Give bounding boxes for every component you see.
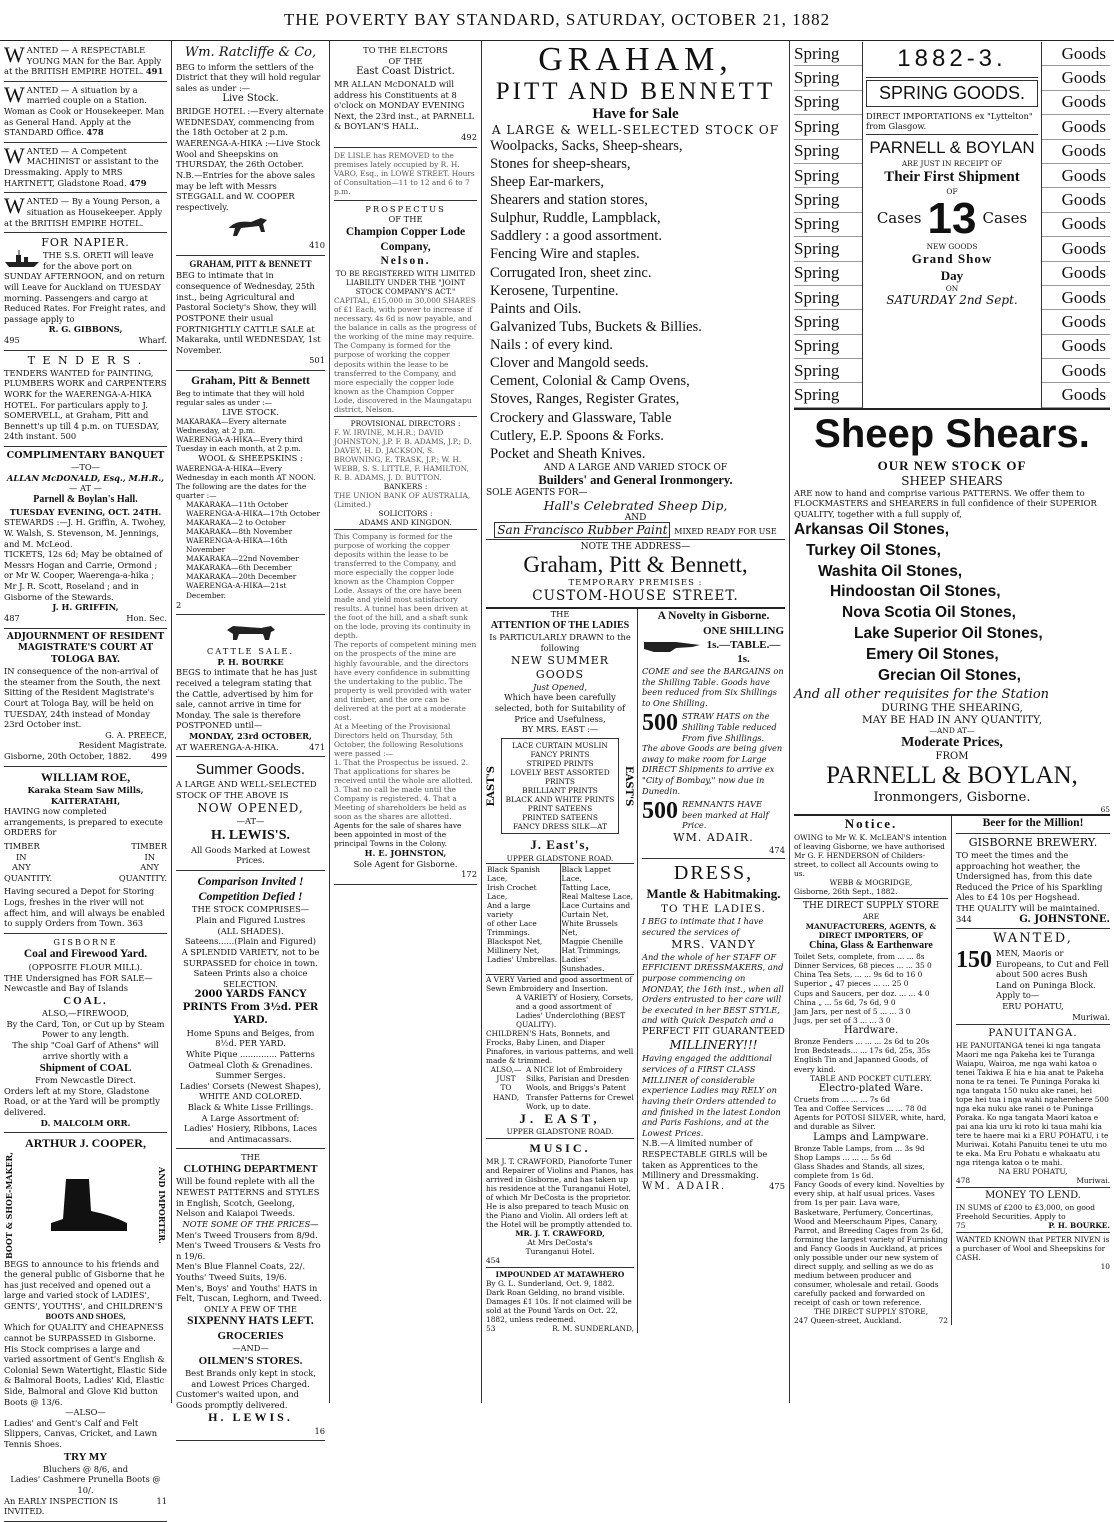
tenders-body: TENDERS WANTED for PAINTING, PLUMBERS WORK and CARPENTERS WORK for the WAERENGA-A-HIKA HOTEL. For particulars apply to J. SOMERVELL, at Graham, Pitt and Bennett's up till 4 p.m. on TUESDAY, 24th instant. <box>4 367 167 442</box>
tenders-ad: T E N D E R S . TENDERS WANTED for PAINTING, PLUMBERS WORK and CARPENTERS WORK for the WAERENGA-A-HIKA HOTEL. For particulars apply to J. SOMERVELL, at Graham, Pitt and Bennett's up till 4 p.m. on TUESDAY, 24th instant. 500 <box>4 351 167 447</box>
spring-label: Spring <box>794 140 862 164</box>
goods-label: Goods <box>1042 91 1110 115</box>
east-column: THE ATTENTION OF THE LADIES Is PARTICULARLY DRAWN to the following NEW SUMMER GOODS Just Opened, Which have been carefully selected, both for Suitability of Price and Usefulness, BY MRS. EAST :— EAST'S LACE CURTAIN MUSLIN FANCY PRINTS STRIPED PRINTS LOVELY BEST ASSORTED PRINTS BRILLIANT PRINTS BLACK AND WHITE PRINTS PRINT SATEENS PRINTED SATEENS FANCY DRESS SILK—AT EAST'S J. East's, UPPER GLADSTONE ROAD. Black Spanish Lace, Irish Crochet Lace, And a large variety of other Lace Trimmings. Blackspot Net, Millinery Net, Ladies' Umbrellas. Black Lappet Lace, Tatting Lace, Real Maltese Lace, Lace Curtains and Curtain Net, White Brussels Net, Magpie Chenille Hat Trimmings, Ladies' Sunshades. A VERY Varied and good assortment of Sewn Embroidery and Insertion. A VARIETY of Hosiery, Corsets, and a good assortment of Ladies' Underclothing (BEST QUALITY). CHILDREN'S Hats, Bonnets, and Frocks, Baby Linen, and Diaper Pinafores, in various patterns, and well made & trimmed. ALSO,—JUST TO HAND, A NICE lot of Embroidery Silks, Parisian and Dresden Wools, and Briggs's Patent Transfer Patterns for Crewel Work, up to date. J. EAST, UPPER GLADSTONE ROAD. MUSIC. MR J. T. CRAWFORD, Pianoforte Tuner and Repairer of Violins and Pianos, has arrived in Gisborne, and has taken up his residence at the Turanganui Hotel, of which Mr DeCosta is the proprietor. He is also prepared to teach Music on the Piano and Violin. All orders left at the Hotel will be promptly attended to. MR. J. T. CRAWFORD, At Mrs DeCosta's Turanganui Hotel. 454 IMPOUNDED AT MATAWHERO By G. L. Sunderland, Oct. 9, 1882. Dark Roan Gelding, no brand visible. Damages £1 10s. If not claimed will be sold at the Pound Yards on Oct. 22, 1882, unless redeemed. 53 R. M. SUNDERLAND, <box>486 609 638 1333</box>
spring-label: Spring <box>794 213 862 237</box>
laces-table: Black Spanish Lace, Irish Crochet Lace, And a large variety of other Lace Trimmings. Blackspot Net, Millinery Net, Ladies' Umbrellas. Black Lappet Lace, Tatting Lace, Real Maltese Lace, Lace Curtains and Curtain Net, White Brussels Net, Magpie Chenille Hat Trimmings, Ladies' Sunshades. <box>486 863 634 975</box>
spring-label: Spring <box>794 262 862 286</box>
tenders-heading: T E N D E R S . <box>27 353 144 367</box>
spring-label: Spring <box>794 115 862 139</box>
adair-column: A Novelty in Gisborne. ONE SHILLING 1s.—TABLE.—1s. COME and see the BARGAINS on the Shilling Table. Goods have been reduced from Six Shillings to One Shilling. 500 STRAW HATS on the Shilling Table reduced From five Shillings. The above Goods are being given away to make room for Large DIRECT Shipments to arrive ex "City of Bombay," now due in Dunedin. 500 REMNANTS HAVE been marked at Half Price. WM. ADAIR. 474 DRESS, Mantle & Habitmaking. TO THE LADIES. I BEG to intimate that I have secured the services of MRS. VANDY And the whole of her STAFF OF EFFICIENT DRESSMAKERS, and purpose commencing on MONDAY, the 16th inst., when all Orders entrusted to her care will be executed in her BEST STYLE, and with Quick Despatch and a PERFECT FIT GUARANTEED MILLINERY!!! Having engaged the additional services of a FIRST CLASS MILLINER of considerable experience Ladies may RELY on having their Orders attended to and finished in the latest London and Paris Fashions, and at the Lowest Prices. N.B.—A limited number of RESPECTABLE GIRLS will be taken as Apprentices to the Millinery and Dressmaking. WM. ADAIR. 475 <box>642 609 785 1192</box>
horse-icon <box>221 214 281 238</box>
electors-ad: TO THE ELECTORS OF THE East Coast District. MR ALLAN McDONALD will address his Constituents at 8 o'clock on MONDAY EVENING Next, the 23rd inst., at PARNELL & BOYLAN'S HALL. 492 <box>334 42 477 148</box>
spring-label: Spring <box>794 383 862 407</box>
goods-label: Goods <box>1042 359 1110 383</box>
goods-label: Goods <box>1042 213 1110 237</box>
banquet-honoree: ALLAN McDONALD, Esq., M.H.R., <box>6 472 165 483</box>
pointing-hand-icon <box>642 634 702 656</box>
goods-label: Goods <box>1042 188 1110 212</box>
sale-dates: MAKARAKA—11th October WAERENGA-A-HIKA—17th October MAKARAKA—2 to October MAKARAKA—8th November WAERENGA-A-HIKA—16th November MAKARAKA—22nd November MAKARAKA—6th December MAKARAKA—20th December WAERENGA-A-HIKA—21st December. <box>186 500 321 600</box>
china-price-list: Toilet Sets, complete, from ... ... 8s Dinner Services, 68 pieces ... ... 35 0 China Tea Sets, ... ... 9s 6d to 16 0 Superior „ 47 pieces ... ... 25 0 Cups and Saucers, per doz. ... ... 4 0 China „ ... 5s 6d, 7s 6d, 9 0 Jam Jars, per nest of 5 ... ... 3 0 Jugs, per set of 3 ... ... 3 0 <box>794 952 932 1025</box>
goods-label: Goods <box>1042 383 1110 407</box>
east-goods-box: EAST'S LACE CURTAIN MUSLIN FANCY PRINTS STRIPED PRINTS LOVELY BEST ASSORTED PRINTS BRILLIANT PRINTS BLACK AND WHITE PRINTS PRINT SATEENS PRINTED SATEENS FANCY DRESS SILK—AT EAST'S <box>486 738 634 834</box>
cattle-icon <box>221 620 281 644</box>
goods-right-list <box>1042 42 1110 408</box>
goods-label: Goods <box>1042 115 1110 139</box>
spring-label: Spring <box>794 237 862 261</box>
spring-label: Spring <box>794 188 862 212</box>
summer-goods-ad: Summer Goods. A LARGE AND WELL-SELECTED STOCK OF THE ABOVE IS NOW OPENED, —AT— H. LEWIS'S. All Goods Marked at Lowest Prices. <box>176 757 325 871</box>
goods-label: Goods <box>1042 310 1110 334</box>
removed-notice: DE LISLE has REMOVED to the premises lately occupied by R. H. VARO, Esq., in LOWE STREET. Hours of Consultation—11 to 12 and 6 to 7 p.m. <box>334 148 477 201</box>
court-ad: ADJOURNMENT OF RESIDENT MAGISTRATE'S COURT AT TOLOGA BAY. IN consequence of the non-arrival of the steamer from the South, the next Sitting of the Resident Magistrate's Court at Tologa Bay, will be held on TUESDAY, 24th instead of Monday 23rd October inst. G. A. PREECE, Resident Magistrate. Gisborne, 20th October, 1882. 499 <box>4 629 167 767</box>
column-1 <box>0 40 172 1517</box>
column-4 <box>482 40 790 1403</box>
sheep-shears-ad: Sheep Shears. OUR NEW STOCK OF SHEEP SHEARS ARE now to hand and comprise various PATTERNS. We offer them to FLOCKMASTERS and SHEARERS in full confidence of their SUPERIOR QUALITY, together with a full supply of, Arkansas Oil Stones, Turkey Oil Stones, Washita Oil Stones, Hindoostan Oil Stones, Nova Scotia Oil Stones, Lake Superior Oil Stones, Emery Oil Stones, Grecian Oil Stones, And all other requisites for the Station DURING THE SHEARING, MAY BE HAD IN ANY QUANTITY, —AND AT— Moderate Prices, FROM PARNELL & BOYLAN, Ironmongers, Gisborne. 65 <box>794 411 1110 815</box>
spring-label: Spring <box>794 286 862 310</box>
napier-ad: FOR NAPIER. THE S.S. ORETI will leave for the above port on SUNDAY AFTERNOON, and on return will Leave for Auckland on TUESDAY morning. Passengers and cargo at Reduced Rates. For Freight rates, and passage apply to R. G. GIBBONS, 495 Wharf. <box>4 233 167 351</box>
spring-label: Spring <box>794 335 862 359</box>
graham-heading: GRAHAM, <box>538 41 733 78</box>
roe-ad: WILLIAM ROE, Karaka Steam Saw Mills, KAITERATAHI, HAVING now completed arrangements, is prepared to execute ORDERS for TIMBER TIMBER IN IN ANY ANY QUANTITY. QUANTITY. Having secured a Depot for Storing Logs, freshes in the river will not affect him, and will always be enabled to supply Orders from Town. 363 <box>4 767 167 934</box>
oil-stone-list: Arkansas Oil Stones, Turkey Oil Stones, Washita Oil Stones, Hindoostan Oil Stones, Nova Scotia Oil Stones, Lake Superior Oil Stones, Emery Oil Stones, Grecian Oil Stones, <box>794 520 1043 685</box>
column-3 <box>330 40 482 1403</box>
brewery-column: Beer for the Million! GISBORNE BREWERY. TO meet the times and the approaching hot weather, the Undersigned has, from this date Reduced the Price of his Sparkling Ales to £4 10s per Hogshead. THE QUALITY will be maintained. 344 G. JOHNSTONE. WANTED, 150 MEN, Maoris or Europeans, to Cut and Fell about 500 acres Bush Land on Puninga Block. Apply to— ERU POHATU, Muriwai. PANUITANGA. HE PANUITANGA tenei ki nga tangata Maori me nga Pakeha kei te Turanga Waiapu, Wairoa, me nga wahi katoa o tenei Takiwa E hia e hia anat te Pakeha nona te ra tenei. Te Puninga Poraka ki nga tangata 150 nuku ake ranei, hei tope hei tua i nga wahi ngahereherе 500 nga eka nuku ake ranei o te Puninga Poraka. Ko nga tangata Maori katoa e pai ana kia uru ki roto ki taua mahi kia tere te haere mai ki a ERU POHATU, i te Muriwai. Kotahi Panuitu tenei te utu mo te eka. Ma Eru Pohatu e whakaatu atu nga ritenga katoa o te mahi. NA ERU POHATU, 478 Muriwai. MONEY TO LEND. IN SUMS of £200 to £3,000, on good Freehold Securities. Apply to 75 P. H. BOURKE. WANTED KNOWN that PETER NIVEN is a purchaser of Wool and Sheepskins for CASH. 10 <box>956 817 1110 1272</box>
graham-ad: GRAHAM, PITT AND BENNETT Have for Sale A LARGE & WELL-SELECTED STOCK OF Woolpacks, Sacks, Sheep-shears, Stones for sheep-shears, Sheep Ear-markers, Shearers and station stores, Sulphur, Ruddle, Lampblack, Saddlery : a good assortment. Fencing Wire and staples. Corrugated Iron, sheet zinc. Kerosene, Turpentine. Paints and Oils. Galvanized Tubs, Buckets & Billies. Nails : of every kind. Clover and Mangold seeds. Cement, Colonial & Camp Ovens, Stoves, Ranges, Register Grates, Crockery and Glassware, Table Cutlery, E.P. Spoons & Forks. Pocket and Sheath Knives. AND A LARGE AND VARIED STOCK OF Builders' and General Ironmongery. SOLE AGENTS FOR— Hall's Celebrated Sheep Dip, AND San Francisco Rubber Paint MIXED READY FOR USE NOTE THE ADDRESS— Graham, Pitt & Bennett, TEMPORARY PREMISES : CUSTOM-HOUSE STREET. <box>486 42 785 607</box>
goods-label: Goods <box>1042 66 1110 90</box>
column-5 <box>790 40 1114 1403</box>
comparison-ad: Comparison Invited ! Competition Defied ! THE STOCK COMPRISES— Plain and Figured Lustres (ALL SHADES). Sateens......(Plain and Figured) A SPLENDID VARIETY, not to be SURPASSED for choice in town. Sateen Prints also a choice SELECTION. 2000 YARDS FANCY PRINTS From 3½d. PER YARD. Home Spuns and Beiges, from 8½d. PER YARD. White Pique .............. Patterns Oatmeal Cloth & Grenadines. Summer Serges. Ladies' Corsets (Newest Shapes), WHITE AND COLORED. Black & White Lisse Frillings. A Large Assortment of: Ladies' Hosiery, Ribbons, Laces and Antimacassars. <box>176 871 325 1150</box>
goods-label: Goods <box>1042 164 1110 188</box>
wanted-ad-3: WANTED — A Competent MACHINIST or assistant to the Dressmaking. Apply to MRS HARTNETT, Gladstone Road. 479 <box>4 143 167 193</box>
wanted-ad-1: WANTED — A RESPECTABLE YOUNG MAN for the Bar. Apply at the BRITISH EMPIRE HOTEL. 491 <box>4 42 167 82</box>
masthead <box>0 0 1114 41</box>
coal-ad: GISBORNE Coal and Firewood Yard. (OPPOSITE FLOUR MILL). THE Undersigned has FOR SALE— Newcastle and Bay of Islands COAL. ALSO,—FIREWOOD, By the Card, Ton, or Cut up by Steam Power to any length. The ship "Coal Garf of Athens" will arrive shortly with a Shipment of COAL From Newcastle Direct. Orders left at my Store, Gladstone Road, or at the Yard will be promptly delivered. D. MALCOLM ORR. <box>4 934 167 1133</box>
prospectus-ad: PROSPECTUS OF THE Champion Copper Lode Company, Nelson. TO BE REGISTERED WITH LIMITED LIABILITY UNDER THE "JOINT STOCK COMPANY'S ACT." CAPITAL, £15,000 in 30,000 SHARES of £1 Each, with power to increase if necessary. 4s 6d is now payable, and the balance in calls as the progress of the working of the mine may require. The Company is formed for the purpose of working the copper deposits within the lease to be transferred to the Company, and more especially the copper lode known as the Champion Copper Lode, discovered in the Maungatapu district, Nelson. PROVISIONAL DIRECTORS : F. W. IRVINE, M.H.R.; DAVID JOHNSTON, J.P. F. B. ADAMS, J.P.; D. DAVEY, H. D. JACKSON, S. BROWNING, E. TRASK, J.P.; W. H. WEBB, S. S. LITTLE, F. HAMILTON, R. B. ADAMS, J. D. BUTTON. BANKERS : THE UNION BANK OF AUSTRALIA, (Limited.) SOLICITORS : ADAMS AND KINGDON. This Company is formed for the purpose of working the copper deposits within the lease to be transferred to the Company, and more especially the copper lode known as the Champion Copper Lode. Assays of the ore have been made and yield most satisfactory results. A tunnel has been driven at the foot of the hill, and a shaft sunk on the lode, proving its continuity in depth. The reports of competent mining men on the prospects of the mine are highly favourable, and the directors have every confidence in submitting the undertaking to the public. The property is well provided with water and timber, and the ore can be delivered at the port at a moderate cost. At a Meeting of the Provisional Directors held on Thursday, 5th October, the following Resolutions were passed :— 1. That the Prospectus be issued. 2. That applications for shares be received until the whole are allotted. 3. That no call be made until the Company is registered. 4. That a Meeting of shareholders be held as soon as the shares are allotted. Agents for the sale of shares have been appointed in most of the principal Towns in the Colony. H. E. JOHNSTON, Sole Agent for Gisborne. 172 <box>334 201 477 885</box>
goods-label: Goods <box>1042 262 1110 286</box>
goods-label: Goods <box>1042 335 1110 359</box>
gpb-live-ad: Graham, Pitt & Bennett Beg to intimate that they will hold regular sales as under :— LIVE STOCK. MAKARAKA—Every alternate Wednesday, at 2 p.m. WAERENGA-A-HIKA—Every third Tuesday in each month, at 2 p.m. WOOL & SHEEPSKINS : WAERENGA-A-HIKA—Every Wednesday in each month AT NOON. The following are the dates for the quarter :— MAKARAKA—11th October WAERENGA-A-HIKA—17th October MAKARAKA—2 to October MAKARAKA—8th November WAERENGA-A-HIKA—16th November MAKARAKA—22nd November MAKARAKA—6th December MAKARAKA—20th December WAERENGA-A-HIKA—21st December. 2 <box>176 371 325 615</box>
spring-left-list <box>794 42 862 408</box>
banquet-ad: COMPLIMENTARY BANQUET —TO— ALLAN McDONALD, Esq., M.H.R., — AT — Parnell & Boylan's Hall. TUESDAY EVENING, OCT. 24TH. STEWARDS :—J. H. Griffin, A. Twohey, W. Walsh, S. Stevenson, M. Jennings, and M. McLeod. TICKETS, 12s 6d; May be obtained of Messrs Hogan and Carrie, Ormond ; or Mr W. Cooper, Waerenga-a-hika ; Mr J. R. Scott, Roseland ; and in Gisborne of the Stewards. J. H. GRIFFIN, 487 Hon. Sec. <box>4 447 167 628</box>
spring-label: Spring <box>794 359 862 383</box>
goods-label: Goods <box>1042 140 1110 164</box>
wanted-ad-4: WANTED — By a Young Person, a situation as Housekeeper. Apply at the BRITISH EMPIRE HOTEL. <box>4 193 167 233</box>
goods-label: Goods <box>1042 286 1110 310</box>
goods-label: Goods <box>1042 42 1110 66</box>
masthead-title: THE POVERTY BAY STANDARD, SATURDAY, OCTOBER 21, 1882 <box>283 10 831 29</box>
napier-sign: R. G. GIBBONS, <box>48 324 123 335</box>
spring-label: Spring <box>794 66 862 90</box>
steamship-icon <box>4 250 40 268</box>
goods-label: Goods <box>1042 237 1110 261</box>
parnell-boylan-name: PARNELL & BOYLAN, <box>826 762 1078 790</box>
notice-column: Notice. OWING to Mr W. K. McLEAN'S intention of leaving Gisborne, we have authorised Mr G. F. HENDERSON of Childers-street, to collect all Accounts owing to us. WEBB & MOGRIDGE, Gisborne, 26th Sept., 1882. THE DIRECT SUPPLY STORE ARE MANUFACTURERS, AGENTS, & DIRECT IMPORTERS, OF China, Glass & Earthenware Toilet Sets, complete, from ... ... 8s Dinner Services, 68 pieces ... ... 35 0 China Tea Sets, ... ... 9s 6d to 16 0 Superior „ 47 pieces ... ... 25 0 Cups and Saucers, per doz. ... ... 4 0 China „ ... 5s 6d, 7s 6d, 9 0 Jam Jars, per nest of 5 ... ... 3 0 Jugs, per set of 3 ... ... 3 0 Hardware. Bronze Fenders ... ... ... 2s 6d to 20s Iron Bedsteads... ... 17s 6d, 25s, 35s English Tin and Japanned Goods, of every kind. TABLE AND POCKET CUTLERY. Electro-plated Ware. Cruets from ... ... ... 7s 6d Tea and Coffee Services ... ... 78 0d Agents for POTOSI SILVER, white, hard, and durable as Silver. Lamps and Lampware. Bronze Table Lamps, from ... 3s 9d Shop Lamps ... ... ... 5s 6d Glass Shades and Stands, all sizes, complete from 1s 6d. Fancy Goods of every kind. Novelties by every ship, at half usual prices. Vases from 1s per pair. Lava ware, Basketware, Perfumery, Concertinas, Wood and Meerschaum Pipes, Canary, Parrot, and Breeding Cages from 2s 6d, forming the largest variety of Furnishing and Fancy Goods in Auckland, at prices only possible under our new system of direct supply, and selling as we do as medium between producer and consumer, wholesale and retail. Goods carefully packed and forwarded on receipt of cash or town reference. THE DIRECT SUPPLY STORE, 247 Queen-street, Auckland. 72 <box>794 816 952 1325</box>
wanted-ad-2: WANTED — A situation by a married couple on a Station. Woman as Cook or Housekeeper. Man as General Hand. Apply at the STANDARD Office. 478 <box>4 82 167 143</box>
spring-label: Spring <box>794 42 862 66</box>
cooper-ad: ARTHUR J. COOPER, BOOT & SHOE-MAKER, AND IMPORTER. BEGS to announce to his friends and the general public of Gisborne that he has just received and opened out a large and varied stock of LADIES', GENTS', YOUTHS', and CHILDREN'S BOOTS AND SHOES, Which for QUALITY and CHEAPNESS cannot be SURPASSED in Gisborne. His Stock comprises a large and varied assortment of Gent's English & Colonial Sewn Watertight, Elastic Side & Balmoral Boots, Ladies' Kid, Elastic Side, Balmoral and Glove Kid button Boots @ 13/6. —ALSO— Ladies' and Gent's Calf and Felt Slippers, Canvas, Cricket, and Lawn Tennis Shoes. TRY MY Bluchers @ 8/6, and Ladies' Cashmere Prunella Boots @ 10/. An EARLY INSPECTION IS INVITED. 11 <box>4 1133 167 1521</box>
napier-heading: FOR NAPIER. <box>41 236 130 250</box>
ratcliffe-ad: Wm. Ratcliffe & Co, BEG to inform the settlers of the District that they will hold regular sales as under :— Live Stock. BRIDGE HOTEL :—Every alternate WEDNESDAY, commencing from the 18th October at 2 p.m. WAERENGA-A-HIKA :—Live Stock Wool and Sheepskins on THURSDAY, the 26th October. N.B.—Entries for the above sales may be left with Messrs STEGGALL and W. COOPER respectively. 410 <box>176 42 325 256</box>
clothing-ad: THE CLOTHING DEPARTMENT Will be found replete with all the NEWEST PATTERNS and STYLES in English, Scotch, Geelong, Nelson and Kaiapoi Tweeds. NOTE SOME OF THE PRICES— Men's Tweed Trousers from 8/9d. Men's Tweed Trousers & Vests fro n 19/6. Men's Blue Flannel Coats, 22/. Youths' Tweed Suits, 19/6. Men's, Boys' and Youths' HATS in Felt, Tuscan, Leghorn, and Tweed. ONLY A FEW OF THE SIXPENNY HATS LEFT. GROCERIES —AND— OILMEN'S STORES. Best Brands only kept in stock, and Lowest Prices Charged. Customer's waited upon, and Goods promptly delivered. H. LEWIS. 16 <box>176 1149 325 1441</box>
spring-label: Spring <box>794 310 862 334</box>
cattle-sale-ad: CATTLE SALE. P. H. BOURKE BEGS to intimate that he has just received a telegram stating that the Cattle, advertised by him for sale, cannot arrive in time for Monday. The sale is therefore POSTPONED until— MONDAY, 23rd OCTOBER, AT WAERENGA-A-HIKA. 471 <box>176 615 325 757</box>
boot-icon <box>41 1175 131 1235</box>
spring-goods-ad: Spring Spring Spring Spring Spring Spring Spring Spring Spring Spring Spring Spring Spring Spring Spring 1882-3. SPRING GOODS. DIRECT IMPORTATIONS ex "Lyttelton" from Glasgow. PARNELL & BOYLAN ARE JUST IN RECEIPT OF Their First Shipment OF Cases 13 Cases NEW GOODS Grand Show Day ON SATURDAY 2nd Sept. Goods Goods Goods Goods Goods Goods Goods Goods Goods Goods Goods Goods Goods Goods Goods <box>794 42 1110 408</box>
graham-name: Graham, Pitt & Bennett, <box>523 551 748 577</box>
spring-label: Spring <box>794 164 862 188</box>
column-2 <box>172 40 330 1436</box>
timber-grid: TIMBER TIMBER IN IN ANY ANY QUANTITY. QUANTITY. <box>4 840 167 883</box>
spring-label: Spring <box>794 91 862 115</box>
gpb-notice-ad: GRAHAM, PITT & BENNETT BEG to intimate that in consequence of Wednesday, 25th inst., being Agricultural and Pastoral Society's Show, they will POSTPONE their usual FORTNIGHTLY CATTLE SALE at Makaraka, until WEDNESDAY, 1st November. 501 <box>176 256 325 371</box>
sheep-shears-heading: Sheep Shears. <box>814 411 1090 456</box>
napier-body: THE S.S. ORETI will leave for the above port on SUNDAY AFTERNOON, and on return will Leave for Auckland on TUESDAY morning. Passengers and cargo at Reduced Rates. For Freight rates, and passage apply to <box>4 250 166 324</box>
graham-stock-list: Woolpacks, Sacks, Sheep-shears, Stones for sheep-shears, Sheep Ear-markers, Shearers and station stores, Sulphur, Ruddle, Lampblack, Saddlery : a good assortment. Fencing Wire and staples. Corrugated Iron, sheet zinc. Kerosene, Turpentine. Paints and Oils. Galvanized Tubs, Buckets & Billies. Nails : of every kind. Clover and Mangold seeds. Cement, Colonial & Camp Ovens, Stoves, Ranges, Register Grates, Crockery and Glassware, Table Cutlery, E.P. Spoons & Forks. Pocket and Sheath Knives. <box>490 137 702 462</box>
